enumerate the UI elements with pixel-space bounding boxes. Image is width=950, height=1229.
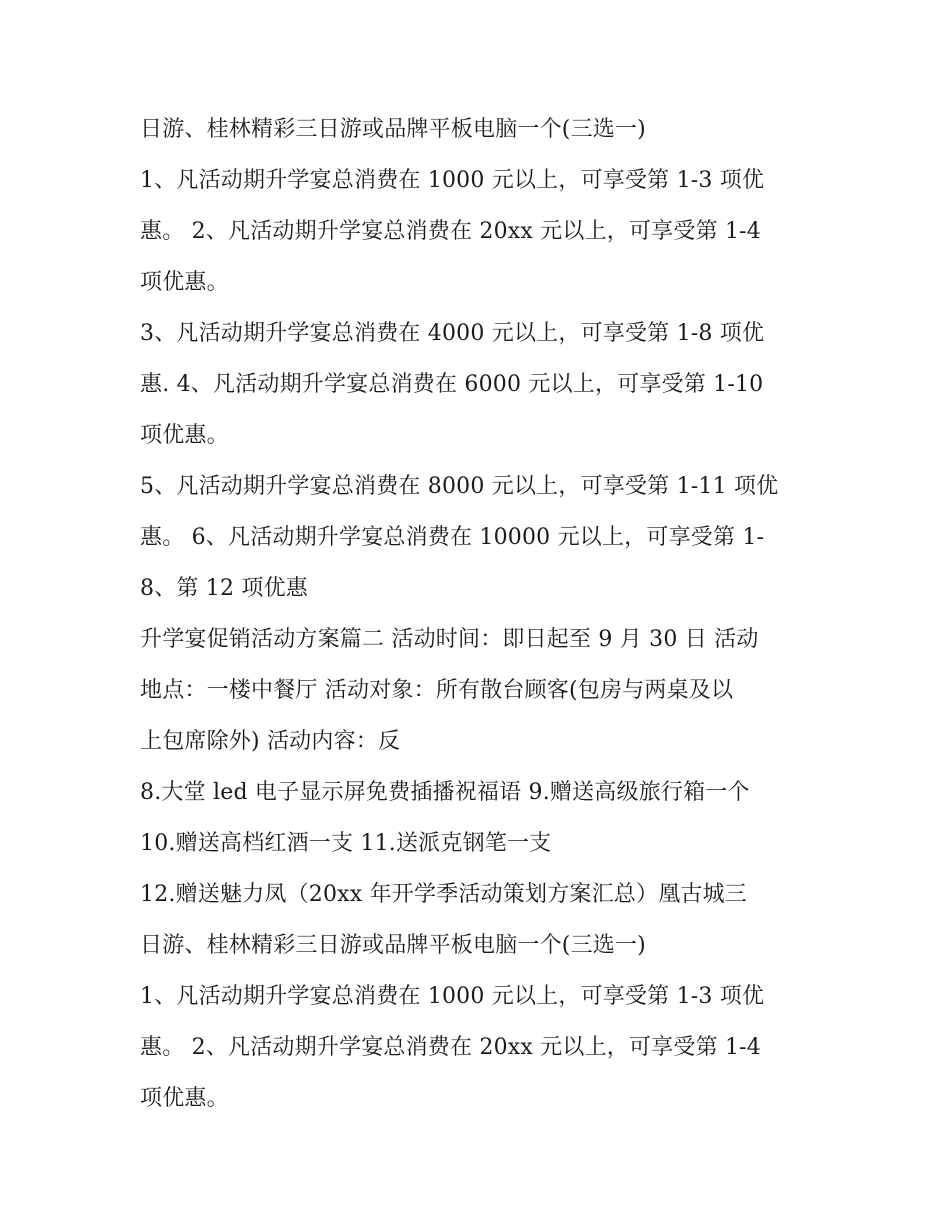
document-body xyxy=(140,104,820,1124)
text-line: 地点：一楼中餐厅 活动对象：所有散台顾客(包房与两桌及以 xyxy=(140,678,734,703)
text-line: 日游、桂林精彩三日游或品牌平板电脑一个(三选一) xyxy=(140,117,646,142)
text-line: 12.赠送魅力凤（20xx 年开学季活动策划方案汇总）凰古城三 xyxy=(140,882,747,907)
text-line: 项优惠。 xyxy=(140,423,229,448)
text-line: 惠. 4、凡活动期升学宴总消费在 6000 元以上，可享受第 1-10 xyxy=(140,372,764,397)
text-line: 惠。 6、凡活动期升学宴总消费在 10000 元以上，可享受第 1- xyxy=(140,525,765,550)
text-line: 3、凡活动期升学宴总消费在 4000 元以上，可享受第 1-8 项优 xyxy=(140,321,765,346)
text-line: 5、凡活动期升学宴总消费在 8000 元以上，可享受第 1-11 项优 xyxy=(140,474,779,499)
text-line: 8.大堂 led 电子显示屏免费插播祝福语 9.赠送高级旅行箱一个 xyxy=(140,780,750,805)
text-line: 惠。 2、凡活动期升学宴总消费在 20xx 元以上，可享受第 1-4 xyxy=(140,1035,762,1060)
text-line: 惠。 2、凡活动期升学宴总消费在 20xx 元以上，可享受第 1-4 xyxy=(140,219,762,244)
text-line: 升学宴促销活动方案篇二 活动时间：即日起至 9 月 30 日 活动 xyxy=(140,627,759,652)
text-line: 10.赠送高档红酒一支 11.送派克钢笔一支 xyxy=(140,831,552,856)
text-line: 日游、桂林精彩三日游或品牌平板电脑一个(三选一) xyxy=(140,933,646,958)
text-line: 上包席除外) 活动内容：反 xyxy=(140,729,401,754)
text-line: 8、第 12 项优惠 xyxy=(140,576,308,601)
text-line: 1、凡活动期升学宴总消费在 1000 元以上，可享受第 1-3 项优 xyxy=(140,984,765,1009)
text-line: 1、凡活动期升学宴总消费在 1000 元以上，可享受第 1-3 项优 xyxy=(140,168,765,193)
text-line: 项优惠。 xyxy=(140,1086,229,1111)
text-line: 项优惠。 xyxy=(140,270,229,295)
